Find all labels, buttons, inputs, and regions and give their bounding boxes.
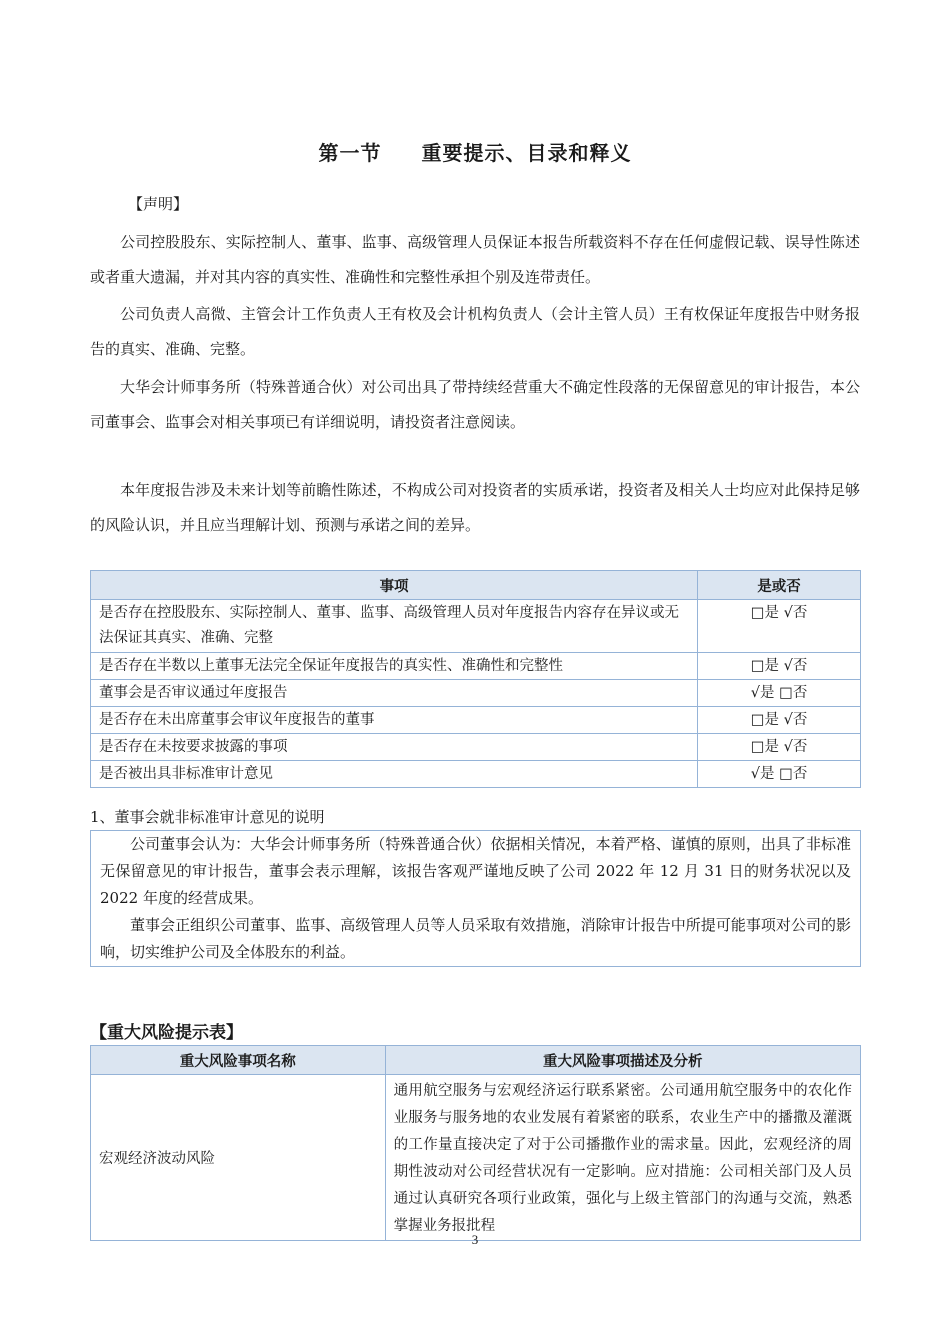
confirmation-answer: □是 √否 (698, 734, 861, 761)
confirmation-answer: √是 □否 (698, 761, 861, 788)
section-number: 第一节 (318, 141, 382, 165)
paragraph-responsibility: 公司控股股东、实际控制人、董事、监事、高级管理人员保证本报告所载资料不存在任何虚假记载、误导性陈述或者重大遗漏，并对其内容的真实性、准确性和完整性承担个别及连带责任。 (90, 233, 860, 286)
paragraph-audit: 大华会计师事务所（特殊普通合伙）对公司出具了带持续经营重大不确定性段落的无保留意见的审计报告，本公司董事会、监事会对相关事项已有详细说明，请投资者注意阅读。 (90, 378, 860, 431)
table-row (91, 734, 861, 761)
table-row (91, 707, 861, 734)
table-row (91, 653, 861, 680)
risk-header-desc: 重大风险事项描述及分析 (385, 1046, 860, 1075)
board-note-paragraph: 公司董事会认为：大华会计师事务所（特殊普通合伙）依据相关情况，本着严格、谨慎的原则，出具了非标准无保留意见的审计报告，董事会表示理解，该报告客观严谨地反映了公司 2022 年 12 月 31 日的财务状况以及 2022 年度的经营成果。 (100, 835, 851, 907)
table-row (91, 680, 861, 707)
confirmation-item: 是否存在未出席董事会审议年度报告的董事 (91, 707, 698, 734)
section-title: 重要提示、目录和释义 (421, 141, 632, 165)
risk-name: 宏观经济波动风险 (91, 1075, 386, 1241)
confirmation-item: 是否存在半数以上董事无法完全保证年度报告的真实性、准确性和完整性 (91, 653, 698, 680)
table-row (91, 761, 861, 788)
risk-header-name: 重大风险事项名称 (91, 1046, 386, 1075)
paragraph-forward-looking: 本年度报告涉及未来计划等前瞻性陈述，不构成公司对投资者的实质承诺，投资者及相关人士均应对此保持足够的风险认识，并且应当理解计划、预测与承诺之间的差异。 (90, 481, 860, 534)
section-heading (0, 137, 950, 166)
table-row (91, 1075, 861, 1241)
confirmation-header-item: 事项 (91, 571, 698, 600)
confirmation-item: 董事会是否审议通过年度报告 (91, 680, 698, 707)
confirmation-item: 是否存在未按要求披露的事项 (91, 734, 698, 761)
confirmation-answer: √是 □否 (698, 680, 861, 707)
risk-table (90, 1045, 861, 1241)
board-note-box (90, 830, 861, 967)
risk-table-title: 【重大风险提示表】 (90, 1023, 243, 1043)
statement-label: 【声明】 (128, 195, 189, 213)
page-number: 3 (471, 1232, 479, 1247)
paragraph-financial-guarantee: 公司负责人高微、主管会计工作负责人王有枚及会计机构负责人（会计主管人员）王有枚保证年度报告中财务报告的真实、准确、完整。 (90, 305, 860, 358)
confirmation-answer: □是 √否 (698, 707, 861, 734)
confirmation-item: 是否被出具非标准审计意见 (91, 761, 698, 788)
board-note-title: 1、董事会就非标准审计意见的说明 (90, 808, 325, 826)
confirmation-header-answer: 是或否 (698, 571, 861, 600)
board-note-paragraph: 董事会正组织公司董事、监事、高级管理人员等人员采取有效措施，消除审计报告中所提可能事项对公司的影响，切实维护公司及全体股东的利益。 (100, 916, 851, 961)
confirmation-answer: □是 √否 (698, 653, 861, 680)
confirmation-table (90, 570, 861, 788)
confirmation-answer: □是 √否 (698, 600, 861, 653)
table-row (91, 600, 861, 653)
confirmation-item: 是否存在控股股东、实际控制人、董事、监事、高级管理人员对年度报告内容存在异议或无法保证其真实、准确、完整 (91, 600, 698, 653)
risk-description: 通用航空服务与宏观经济运行联系紧密。公司通用航空服务中的农化作业服务与服务地的农业发展有着紧密的联系，农业生产中的播撒及灌溉的工作量直接决定了对于公司播撒作业的需求量。因此，宏观经济的周期性波动对公司经营状况有一定影响。应对措施：公司相关部门及人员通过认真研究各项行业政策，强化与上级主管部门的沟通与交流，熟悉掌握业务报批程 (385, 1075, 860, 1241)
